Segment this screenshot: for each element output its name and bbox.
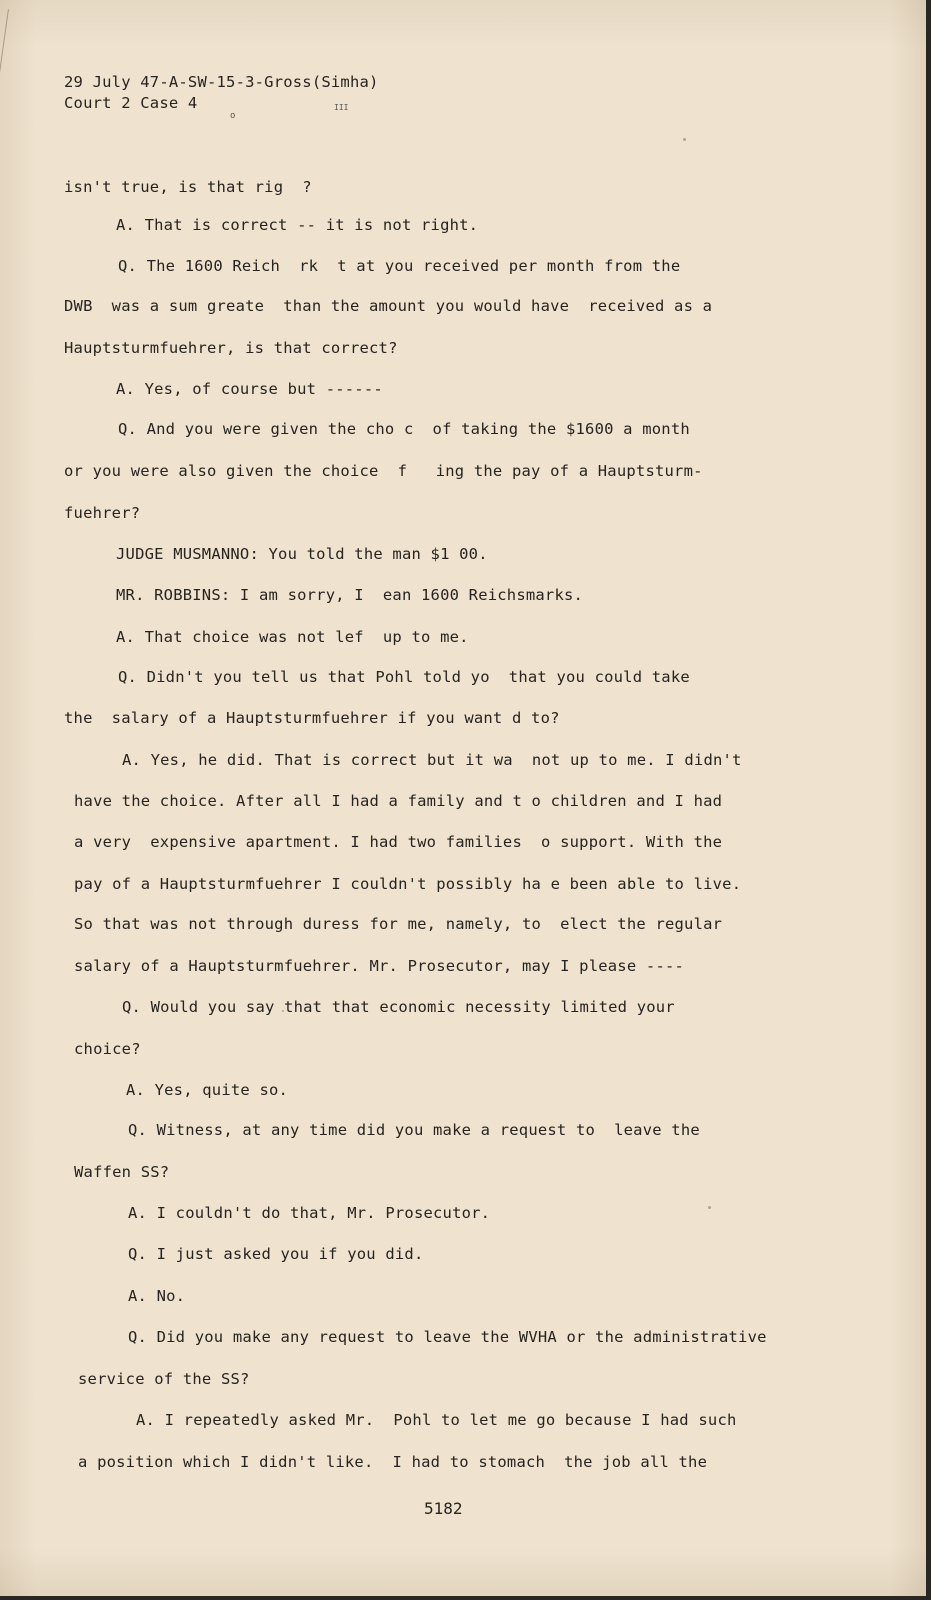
transcript-line-11: MR. ROBBINS: I am sorry, I ean 1600 Reichsmarks. — [116, 586, 584, 604]
transcript-line-17: a very expensive apartment. I had two families o support. With the — [74, 833, 723, 851]
transcript-line-18: pay of a Hauptsturmfuehrer I couldn't possibly ha e been able to live. — [74, 875, 742, 893]
transcript-line-30: service of the SS? — [78, 1370, 250, 1388]
header-mark-2: o — [230, 111, 236, 121]
paper-speck — [683, 138, 686, 141]
transcript-line-7: Q. And you were given the cho c of taking the $1600 a month — [118, 420, 690, 438]
transcript-line-25: Waffen SS? — [74, 1163, 170, 1181]
transcript-line-32: a position which I didn't like. I had to stomach the job all the — [78, 1453, 708, 1471]
transcript-line-29: Q. Did you make any request to leave the WVHA or the administrative — [128, 1328, 767, 1346]
transcript-line-12: A. That choice was not lef up to me. — [116, 628, 469, 646]
transcript-line-22: choice? — [74, 1040, 141, 1058]
header-line-2: Court 2 Case 4 — [64, 94, 198, 112]
transcript-line-9: fuehrer? — [64, 504, 141, 522]
page-number: 5182 — [424, 1499, 463, 1518]
transcript-line-1: isn't true, is that rig ? — [64, 178, 312, 196]
header-mark: III — [334, 103, 349, 112]
transcript-line-21: Q. Would you say that that economic necessity limited your — [122, 998, 675, 1016]
transcript-line-2: A. That is correct -- it is not right. — [116, 216, 479, 234]
transcript-line-14: the salary of a Hauptsturmfuehrer if you want d to? — [64, 709, 560, 727]
transcript-line-28: A. No. — [128, 1287, 186, 1305]
paper-speck — [708, 1206, 711, 1209]
transcript-line-26: A. I couldn't do that, Mr. Prosecutor. — [128, 1204, 491, 1222]
transcript-line-6: A. Yes, of course but ------ — [116, 380, 383, 398]
transcript-line-5: Hauptsturmfuehrer, is that correct? — [64, 339, 398, 357]
transcript-line-3: Q. The 1600 Reich rk t at you received per month from the — [118, 257, 681, 275]
transcript-line-4: DWB was a sum greate than the amount you would have received as a — [64, 297, 713, 315]
header-line-1: 29 July 47-A-SW-15-3-Gross(Simha) — [64, 73, 379, 91]
transcript-line-8: or you were also given the choice f ing the pay of a Hauptsturm- — [64, 462, 703, 480]
paper-edge-mark — [0, 9, 23, 80]
transcript-line-19: So that was not through duress for me, namely, to elect the regular — [74, 915, 723, 933]
transcript-line-16: have the choice. After all I had a family and t o children and I had — [74, 792, 723, 810]
transcript-line-10: JUDGE MUSMANNO: You told the man $1 00. — [116, 545, 488, 563]
transcript-line-20: salary of a Hauptsturmfuehrer. Mr. Prosecutor, may I please ---- — [74, 957, 685, 975]
transcript-line-31: A. I repeatedly asked Mr. Pohl to let me go because I had such — [136, 1411, 737, 1429]
transcript-line-13: Q. Didn't you tell us that Pohl told yo that you could take — [118, 668, 690, 686]
transcript-line-24: Q. Witness, at any time did you make a request to leave the — [128, 1121, 700, 1139]
transcript-line-23: A. Yes, quite so. — [126, 1081, 289, 1099]
transcript-line-27: Q. I just asked you if you did. — [128, 1245, 424, 1263]
transcript-line-15: A. Yes, he did. That is correct but it wa not up to me. I didn't — [122, 751, 742, 769]
